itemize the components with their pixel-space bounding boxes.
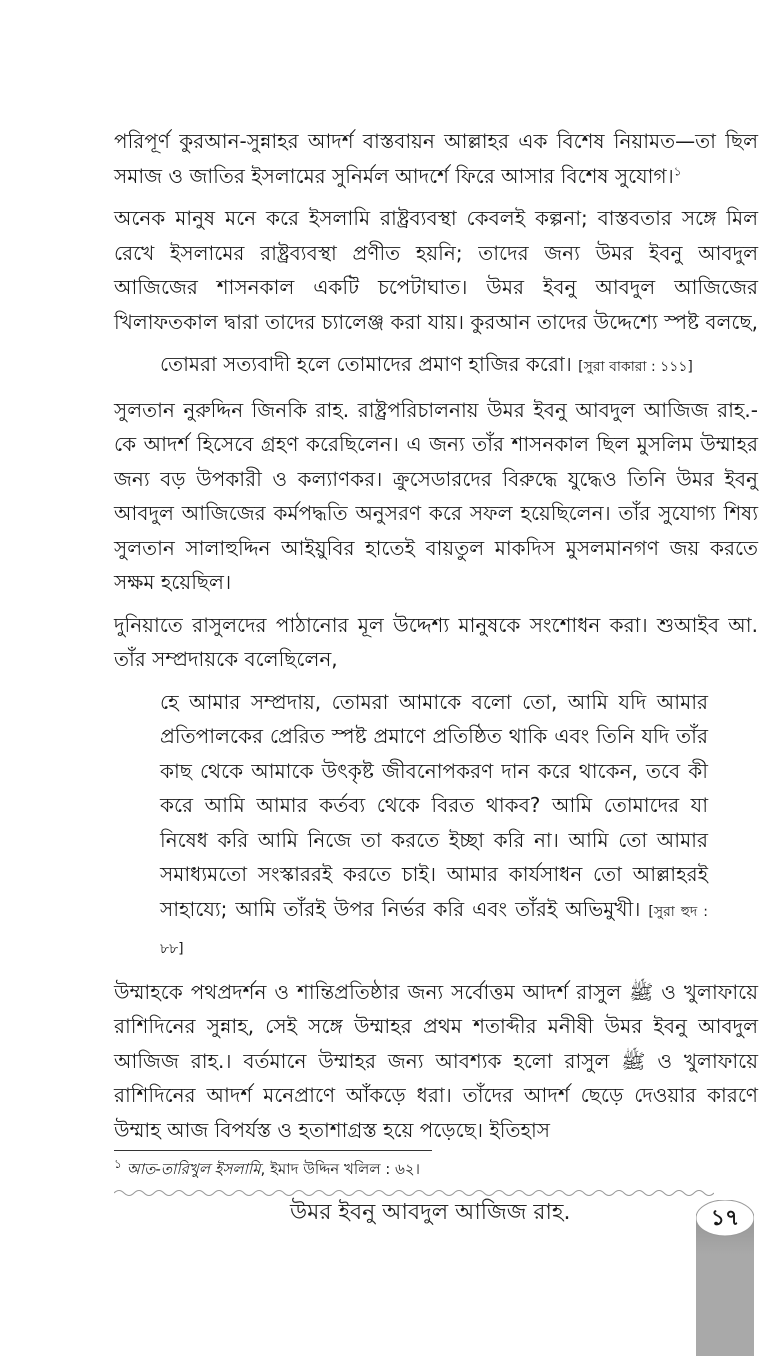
footnote-reference: ১ — [673, 163, 682, 178]
quran-quote-1-citation: [সুরা বাকারা : ১১১] — [578, 359, 693, 375]
decorative-wavy-divider — [114, 1188, 714, 1198]
quran-quote-1 — [114, 347, 758, 385]
paragraph-3: সুলতান নুরুদ্দিন জিনকি রাহ. রাষ্ট্রপরিচালনায় উমর ইবনু আবদুল আজিজ রাহ.-কে আদর্শ হিসেবে গ্রহণ করেছিলেন। এ জন্য তাঁর শাসনকাল ছিল মুসলিম উম্মাহর জন্য বড় উপকারী ও কল্যাণকর। ক্রুসেডারদের বিরুদ্ধে যুদ্ধেও তিনি উমর ইবনু আবদুল আজিজের কর্মপদ্ধতি অনুসরণ করে সফল হয়েছিলেন। তাঁর সুযোগ্য শিষ্য সুলতান সালাহুদ্দিন আইয়ুবির হাতেই বায়তুল মাকদিস মুসলমানগণ জয় করতে সক্ষম হয়েছিল। — [114, 397, 758, 594]
running-title: উমর ইবনু আবদুল আজিজ রাহ. — [290, 1200, 571, 1225]
page-number: ১৭ — [710, 1206, 740, 1231]
footnote-marker: ১ — [114, 1157, 122, 1171]
footnote-rest: , ইমাদ উদ্দিন খলিল : ৬২। — [260, 1160, 420, 1178]
quran-quote-2 — [114, 685, 758, 967]
paragraph-5: উম্মাহকে পথপ্রদর্শন ও শান্তিপ্রতিষ্ঠার জন্য সর্বোত্তম আদর্শ রাসুল ﷺ ও খুলাফায়ে রাশিদিনের সুন্নাহ, সেই সঙ্গে উম্মাহর প্রথম শতাব্দীর মনীষী উমর ইবনু আবদুল আজিজ রাহ.। বর্তমানে উম্মাহর জন্য আবশ্যক হলো রাসুল ﷺ ও খুলাফায়ে রাশিদিনের আদর্শ মনেপ্রাণে আঁকড়ে ধরা। তাঁদের আদর্শ ছেড়ে দেওয়ার কারণে উম্মাহ আজ বিপর্যস্ত ও হতাশাগ্রস্ত হয়ে পড়েছে। ইতিহাস — [114, 979, 758, 1142]
footnote-title: আত-তারিখুল ইসলামি — [126, 1160, 261, 1178]
paragraph-1-text: পরিপূর্ণ কুরআন-সুন্নাহর আদর্শ বাস্তবায়ন আল্লাহর এক বিশেষ নিয়ামত—তা ছিল সমাজ ও জাতির ইসলামের সুনির্মল আদর্শে ফিরে আসার বিশেষ সুযোগ। — [114, 129, 758, 188]
footnote — [114, 1158, 420, 1180]
footnote-divider — [114, 1150, 432, 1151]
quran-quote-1-text: তোমরা সত্যবাদী হলে তোমাদের প্রমাণ হাজির করো। — [160, 352, 572, 376]
body-text — [114, 124, 758, 1155]
quran-quote-2-citation: [সুরা হুদ : ৮৮] — [160, 903, 709, 957]
paragraph-2: অনেক মানুষ মনে করে ইসলামি রাষ্ট্রব্যবস্থা কেবলই কল্পনা; বাস্তবতার সঙ্গে মিল রেখে ইসলামের রাষ্ট্রব্যবস্থা প্রণীত হয়নি; তাদের জন্য উমর ইবনু আবদুল আজিজের শাসনকাল একটি চপেটাঘাত। উমর ইবনু আবদুল আজিজের খিলাফতকাল দ্বারা তাদের চ্যালেঞ্জ করা যায়। কুরআন তাদের উদ্দেশ্যে স্পষ্ট বলছে, — [114, 206, 758, 334]
paragraph-1 — [114, 124, 758, 193]
paragraph-4: দুনিয়াতে রাসুলদের পাঠানোর মূল উদ্দেশ্য মানুষকে সংশোধন করা। শুআইব আ. তাঁর সম্প্রদায়কে বলেছিলেন, — [114, 612, 758, 671]
quran-quote-2-text: হে আমার সম্প্রদায়, তোমরা আমাকে বলো তো, আমি যদি আমার প্রতিপালকের প্রেরিত স্পষ্ট প্রমাণে প্রতিষ্ঠিত থাকি এবং তিনি যদি তাঁর কাছ থেকে আমাকে উৎকৃষ্ট জীবনোপকরণ দান করে থাকেন, তবে কী করে আমি আমার কর্তব্য থেকে বিরত থাকব? আমি তোমাদের যা নিষেধ করি আমি নিজে তা করতে ইচ্ছা করি না। আমি তো আমার সমাধ্যমতো সংস্কাররই করতে চাই। আমার কার্যসাধন তো আল্লাহরই সাহায্যে; আমি তাঁরই উপর নির্ভর করি এবং তাঁরই অভিমুখী। — [160, 689, 708, 921]
